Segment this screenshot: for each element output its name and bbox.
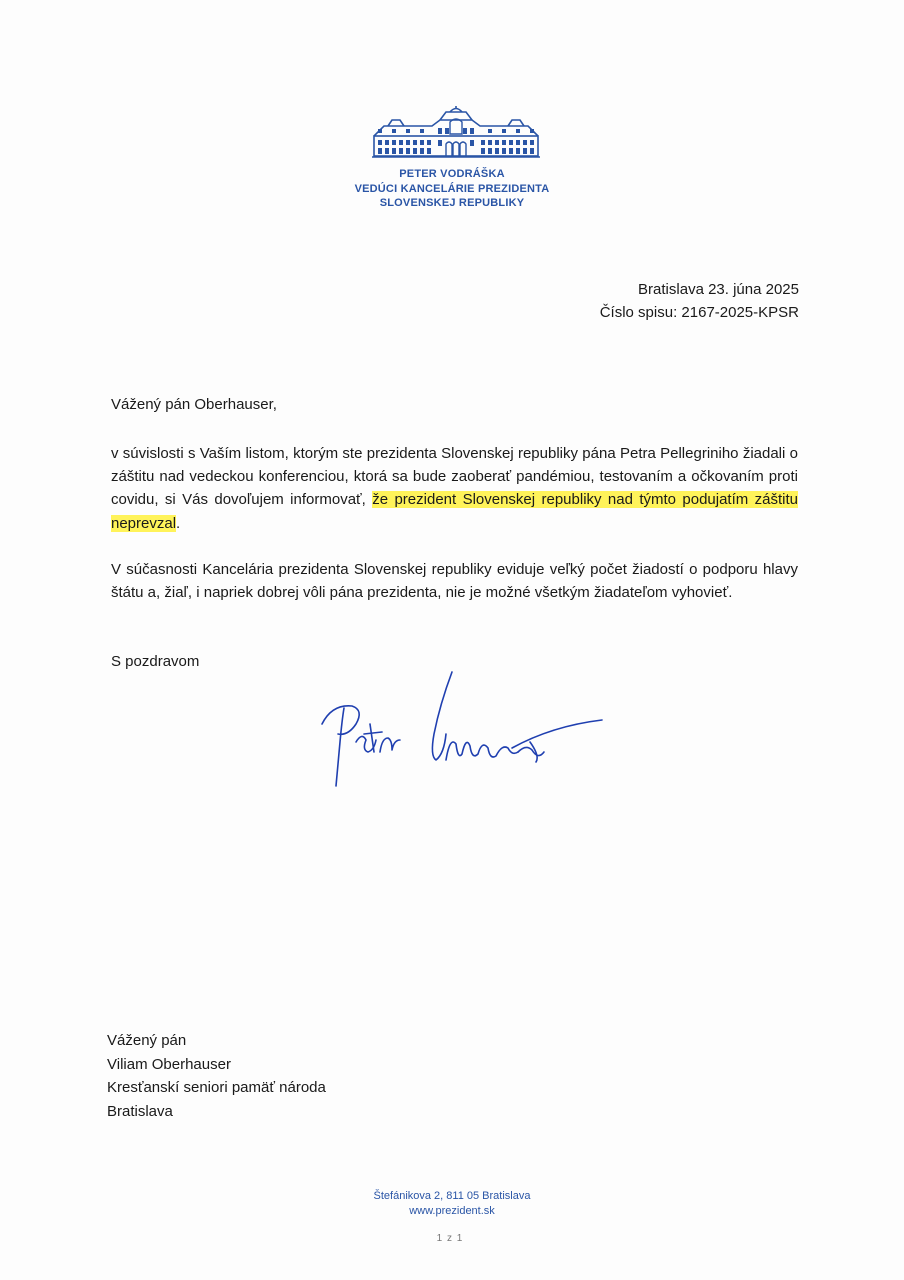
presidential-palace-icon	[370, 106, 542, 160]
highlighted-statement: že prezident Slovenskej republiky nad týmto podujatím záštitu neprevzal	[111, 491, 799, 532]
handwritten-signature	[312, 664, 612, 794]
recipient-line-1: Vážený pán	[107, 1032, 187, 1049]
letterhead-title-line1: VEDÚCI KANCELÁRIE PREZIDENTA	[354, 182, 550, 195]
letter-body	[111, 442, 798, 627]
letterhead-title-line2: SLOVENSKEJ REPUBLIKY	[379, 197, 525, 209]
paragraph-1-end: .	[176, 514, 181, 532]
place-date: Bratislava 23. júna 2025	[638, 281, 799, 298]
recipient-address	[107, 1029, 326, 1123]
reference-block	[600, 278, 799, 324]
paragraph-2: V súčasnosti Kancelária prezidenta Slovenskej republiky eviduje veľký počet žiadostí o podporu hlavy štátu a, žiaľ, i napriek dobrej vôli pána prezidenta, nie je možné všetkým žiadateľom vyhovieť.	[111, 560, 798, 602]
salutation: Vážený pán Oberhauser,	[111, 396, 277, 413]
paragraph-1-text: v súvislosti s Vaším listom, ktorým ste prezidenta Slovenskej republiky pána Petra Pellegriniho žiadali o záštitu nad vedeckou konferenciou, ktorá sa bude zaoberať pandémiou, testovaním a očkovaním proti covidu, si Vás dovoľujem informovať,	[111, 445, 798, 509]
footer-address: Štefánikova 2, 811 05 Bratislava	[373, 1190, 531, 1202]
letterhead	[302, 167, 602, 211]
recipient-line-3: Kresťanskí seniori pamäť národa	[107, 1079, 326, 1096]
letterhead-name: PETER VODRÁŠKA	[399, 168, 505, 180]
closing: S pozdravom	[111, 653, 200, 670]
footer	[252, 1189, 652, 1219]
page-number: 1 z 1	[436, 1233, 464, 1244]
file-number: Číslo spisu: 2167-2025-KPSR	[599, 304, 799, 321]
paragraph-1	[111, 442, 798, 535]
footer-website: www.prezident.sk	[409, 1205, 495, 1217]
recipient-line-2: Viliam Oberhauser	[107, 1055, 231, 1073]
recipient-line-4: Bratislava	[107, 1102, 173, 1120]
